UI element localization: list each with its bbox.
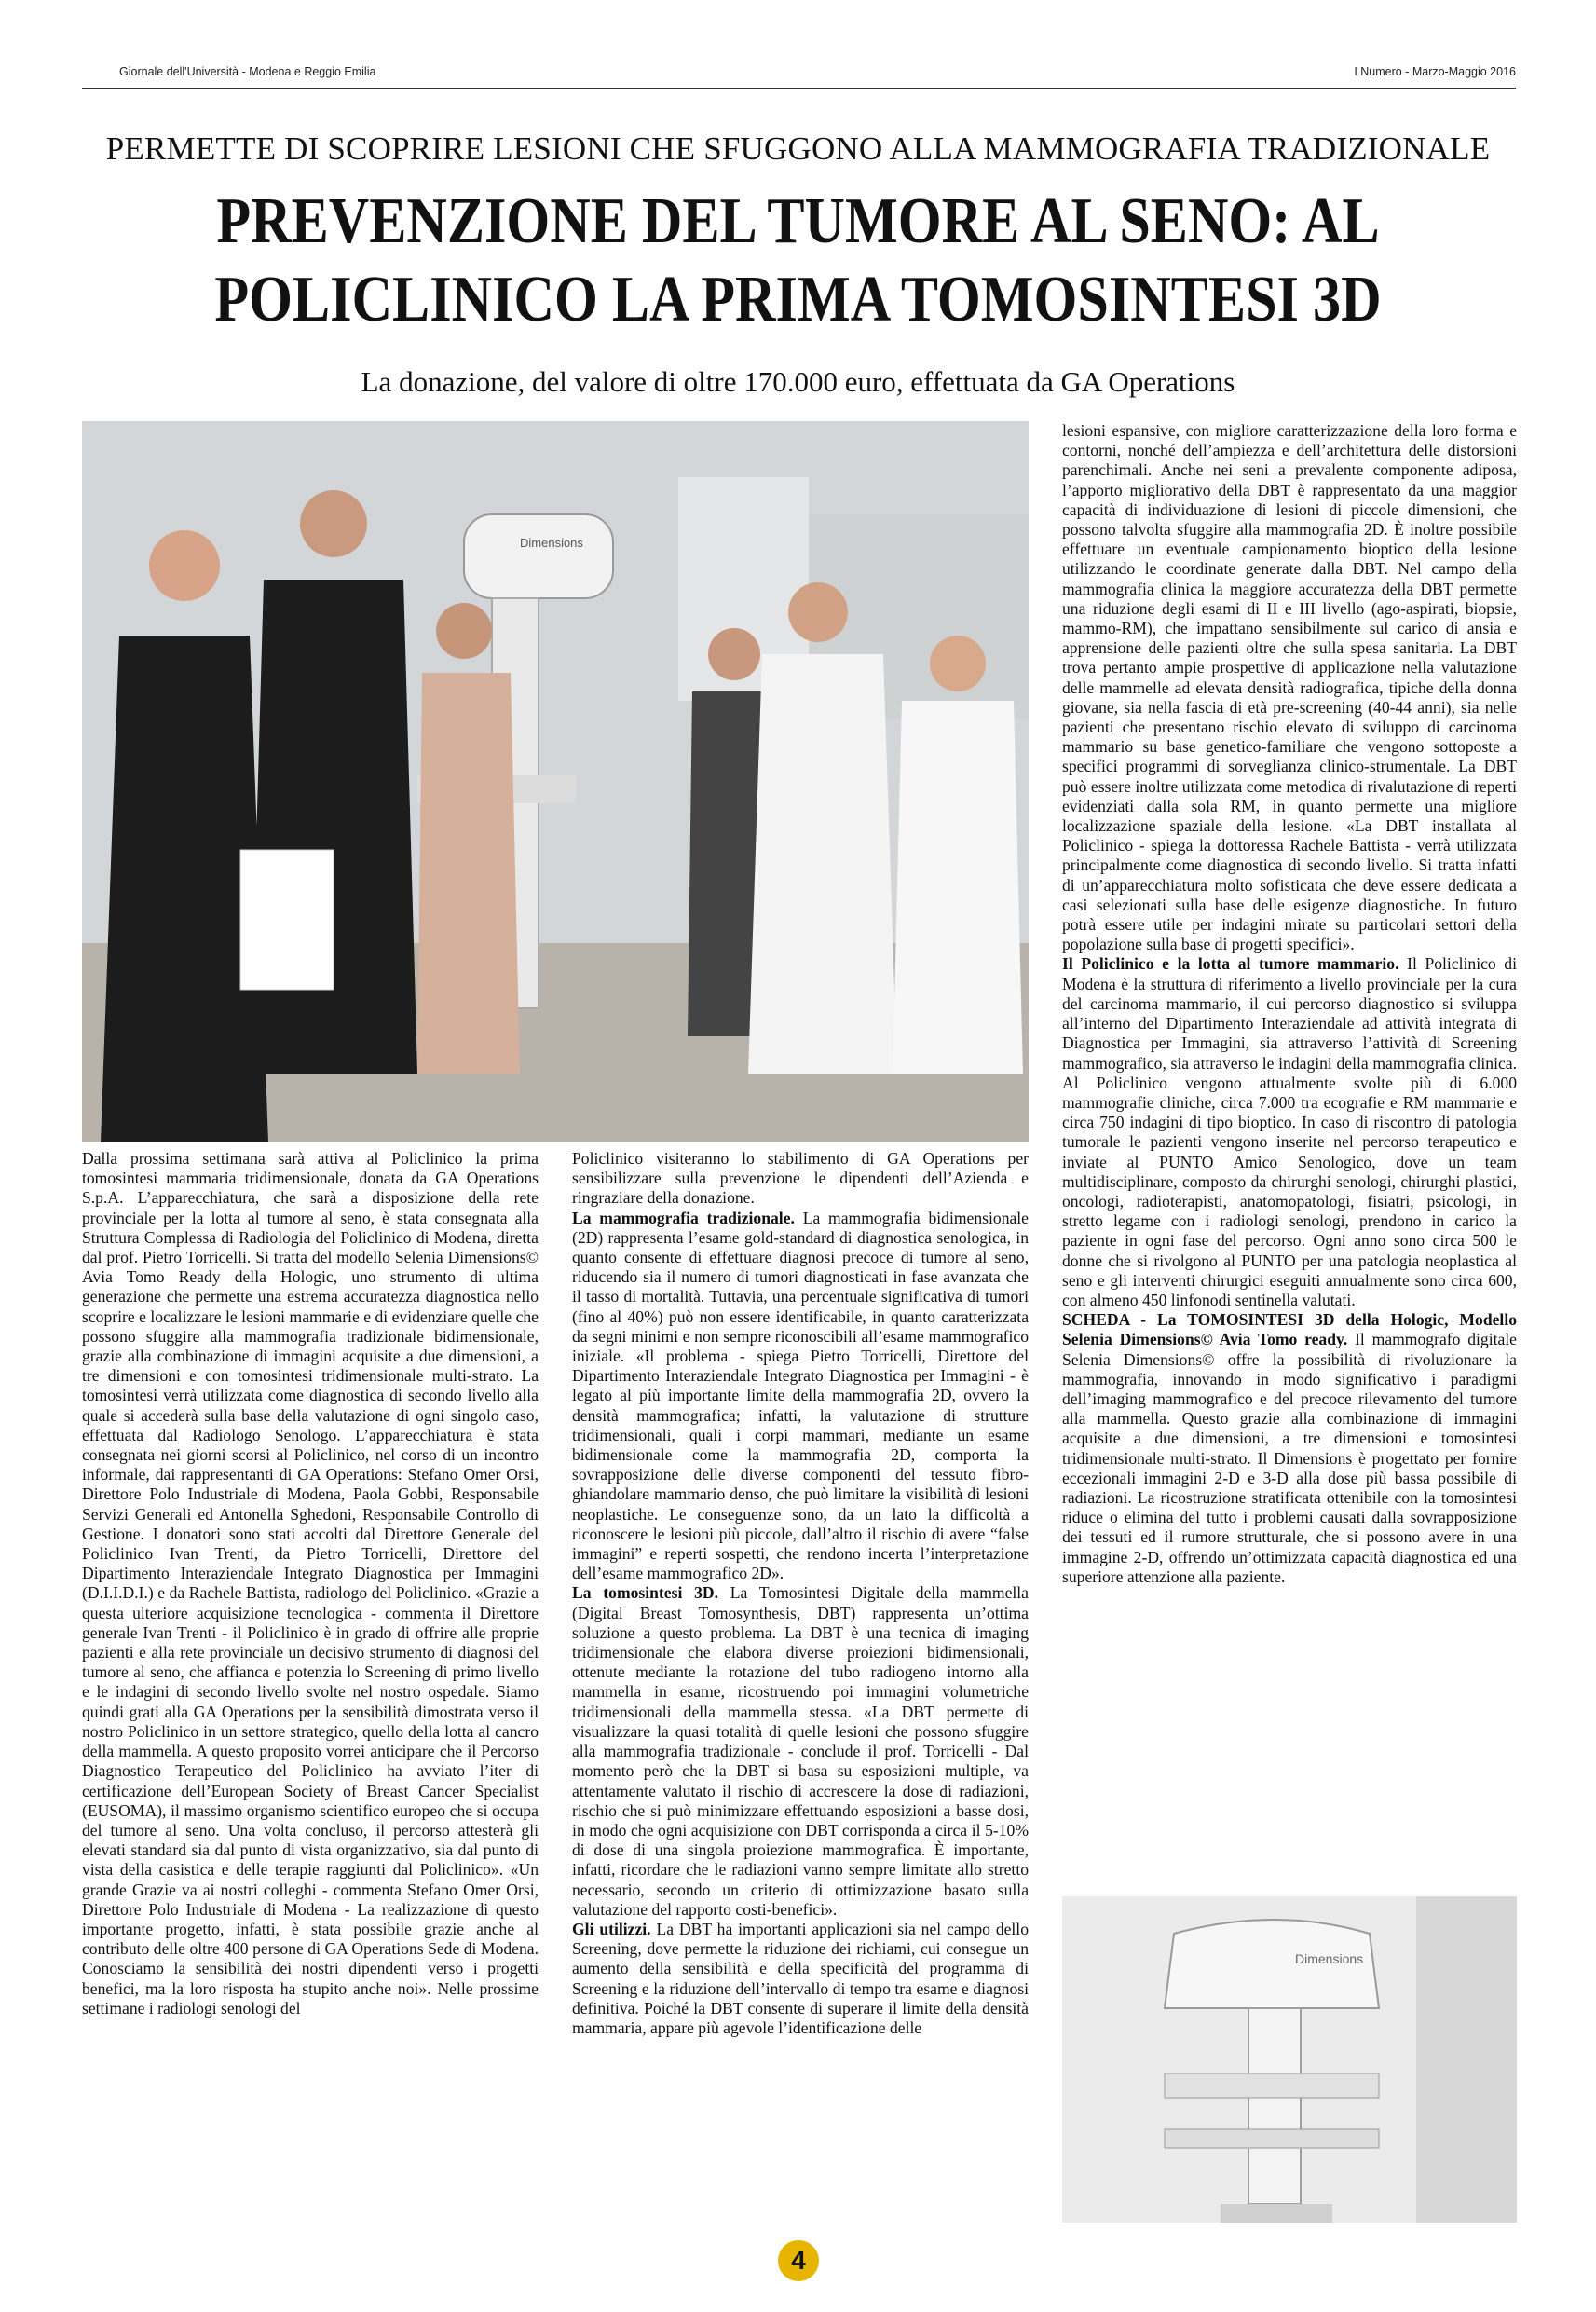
section-heading-mammografia: La mammografia tradizionale. (572, 1208, 795, 1227)
section-text-utilizzi: La DBT ha importanti applicazioni sia nel campo dello Screening, dove permette la riduzione dei richiami, cui consegue un aumento della sensibilità e della specificità del programma di Screening e la riduzione dell’intervallo di tempo tra esame e diagnosi definitiva. Poiché la DBT consente di superare il limite della densità mammaria, appare più agevole l’identificazione delle (572, 1919, 1029, 2037)
publication-name: Giornale dell'Università - Modena e Reggio Emilia (119, 65, 376, 78)
section-heading-scheda: SCHEDA - La TOMOSINTESI 3D della Hologic, Modello Selenia Dimensions© Avia Tomo ready. (1062, 1310, 1517, 1349)
device-photo (1062, 1896, 1517, 2223)
column-3-text: lesioni espansive, con migliore caratterizzazione della loro forma e contorni, nonché dell’ampiezza e dell’architettura delle distorsioni parenchimali. Anche nei seni a prevalente componente adiposa, l’apporto migliorativo della DBT è rappresentato da una maggior capacità di individuazione di lesioni di piccole dimensioni, che possono talvolta sfuggire alla mammografia 2D. È inoltre possibile effettuare un eventuale campionamento bioptico della lesione utilizzando le coordinate generate dalla DBT. Nel campo della mammografia clinica la maggiore accuratezza della DBT permette una riduzione degli esami di II e III livello (ago-aspirati, biopsie, mammo-RM), che impattano sensibilmente sul carico di ansia e apprensione delle pazienti oltre che sulla spesa sanitaria. La DBT trova pertanto ampie prospettive di applicazione nella valutazione delle mammelle ad elevata densità radiografica, tipiche della donna giovane, sia nella fascia di età pre-screening (40-44 anni), sia nelle pazienti che presentano rischio elevato di sviluppo di carcinoma mammario su base genetico-familiare che vengono sottoposte a specifici programmi di sorveglianza clinico-strumentale. La DBT può essere inoltre utilizzata come metodica di rivalutazione di reperti evidenziati dalla sola RM, in quanto permette una migliore localizzazione spaziale della lesione. «La DBT installata al Policlinico - spiega la dottoressa Rachele Battista - verrà utilizzata principalmente come diagnostica di secondo livello. Si tratta infatti di un’apparecchiatura molto sofisticata che deve essere dedicata a casi selezionati sulla base delle esigenze diagnostiche. In futuro potrà essere utile per indagini mirate su particolari settori della popolazione sulla base di progetti specifici». (1062, 421, 1517, 954)
article-subhead: La donazione, del valore di oltre 170.000 euro, effettuata da GA Operations (361, 365, 1235, 398)
section-heading-tomosintesi: La tomosintesi 3D. (572, 1583, 719, 1603)
article-column-3 (1062, 421, 1517, 1875)
article-kicker: PERMETTE DI SCOPRIRE LESIONI CHE SFUGGONO ALLA MAMMOGRAFIA TRADIZIONALE (105, 130, 1491, 167)
section-text-scheda: Il mammografo digitale Selenia Dimensions© offre la possibilità di rivoluzionare la mammografia, innovando in modo significativo i paradigmi dell’imaging mammografico e del precoce rilevamento del tumore alla mammella. Questo grazie alla combinazione di immagini acquisite a due dimensioni, a tre dimensioni e tomosintesi tridimensionale multi-strato. Il Dimensions è progettato per fornire eccezionali immagini 2-D e 3-D alla dose più bassa possibile di radiazioni. La ricostruzione stratificata ottenibile con la tomosintesi riduce o elimina del tutto i problemi causati dalla sovrapposizione dei tessuti ed il rumore strutturale, che si possono avere in una immagine 2-D, offrendo un’ottimizzata capacità diagnostica ed una superiore attenzione alla paziente. (1062, 1330, 1517, 1586)
device-brand-label: Dimensions (520, 536, 583, 550)
section-text-tomosintesi: La Tomosintesi Digitale della mammella (Digital Breast Tomosynthesis, DBT) rappresenta un’ottima soluzione a questo problema. La DBT è una tecnica di imaging tridimensionale che elabora diverse proiezioni bidimensionali, ottenute mediante la rotazione del tubo radiogeno intorno alla mammella in esame, ricostruendo poi immagini volumetriche tridimensionali della mammella stessa. «La DBT permette di visualizzare la quasi totalità di quelle lesioni che possono sfuggire alla mammografia tradizionale - conclude il prof. Torricelli - Dal momento però che la DBT si basa su esposizioni multiple, va attentamente valutato il rischio di accrescere la dose di radiazioni, rischio che si può minimizzare effettuando esposizioni a basse dosi, in modo che ogni acquisizione con DBT corrisponda a circa il 5-10% di dose di una singola proiezione mammografica. È importante, infatti, ricordare che le radiazioni vanno sempre limitate allo stretto necessario, secondo un criterio di ottimizzazione basato sulla valutazione del rapporto costi-benefici». (572, 1583, 1029, 1919)
article-column-2 (572, 1149, 1029, 2225)
column-2-intro: Policlinico visiteranno lo stabilimento di GA Operations per sensibilizzare sulla prevenzione le dipendenti dell’Azienda e ringraziare della donazione. (572, 1149, 1029, 1208)
device-photo-brand-label: Dimensions (1295, 1951, 1364, 1966)
page-number: 4 (778, 2240, 819, 2281)
issue-info: I Numero - Marzo-Maggio 2016 (1354, 65, 1516, 78)
section-text-mammografia: La mammografia bidimensionale (2D) rappresenta l’esame gold-standard di diagnostica senologica, in quanto consente di effettuare diagnosi precoce di tumore al seno, riducendo sia il numero di tumori diagnosticati in fase avanzata che il tasso di mortalità. Tuttavia, una percentuale significativa di tumori (fino al 40%) può non essere identificabile, in quanto caratterizzata da segni minimi e non sempre riconoscibili all’esame mammografico iniziale. «Il problema - spiega Pietro Torricelli, Direttore del Dipartimento Interaziendale Integrato Diagnostica per Immagini - è legato al più importante limite della mammografia 2D, ovvero la densità mammografica; infatti, la valutazione di strutture tridimensionali, quali i corpi mammari, mediante un esame bidimensionale come la mammografia 2D, comporta la sovrapposizione delle diverse componenti del tessuto fibro-ghiandolare mammario denso, che può limitare la visibilità di lesioni neoplastiche. Le conseguenze sono, da un lato la difficoltà a riconoscere le lesioni più piccole, dall’altro il rischio di avere “false immagini” e reperti sospetti, che rendono incerta l’interpretazione dell’esame mammografico 2D». (572, 1208, 1029, 1583)
section-heading-policlinico: Il Policlinico e la lotta al tumore mammario. (1062, 954, 1399, 974)
column-1-text: Dalla prossima settimana sarà attiva al Policlinico la prima tomosintesi mammaria tridimensionale, donata da GA Operations S.p.A. L’apparecchiatura, che sarà a disposizione della rete provinciale per la lotta al tumore al seno, è stata consegnata alla Struttura Complessa di Radiologia del Policlinico di Modena, diretta dal prof. Pietro Torricelli. Si tratta del modello Selenia Dimensions© Avia Tomo Ready della Hologic, uno strumento di ultima generazione che permette una estrema accuratezza diagnostica nello scoprire e localizzare le lesioni mammarie e di evidenziare quelle che possono sfuggire alla mammografia tradizionale bidimensionale, grazie alla combinazione di immagini acquisite a due dimensioni, a tre dimensioni e con tomosintesi tridimensionale multi-strato. La tomosintesi verrà utilizzata come diagnostica di secondo livello alla quale si accederà sulla base della valutazione di ogni singolo caso, effettuata dal Radiologo Senologo. L’apparecchiatura è stata consegnata nei giorni scorsi al Policlinico, nel corso di un incontro informale, dai rappresentanti di GA Operations: Stefano Omer Orsi, Direttore Polo Industriale di Modena, Paola Gobbi, Responsabile Servizi Generali ed Antonella Sghedoni, Responsabile Controllo di Gestione. I donatori sono stati accolti dal Direttore Generale del Policlinico Ivan Trenti, da Pietro Torricelli, Direttore del Dipartimento Interaziendale Integrato Diagnostica per Immagini (D.I.I.D.I.) e da Rachele Battista, radiologo del Policlinico. «Grazie a questa ulteriore acquisizione tecnologica - commenta il Direttore generale Ivan Trenti - il Policlinico è in grado di offrire alle proprie pazienti e alla rete provinciale un decisivo strumento di diagnosi del tumore al seno, che affianca e potenzia lo Screening di primo livello e le indagini di secondo livello svolte nel nostro ospedale. Siamo quindi grati alla GA Operations per la sensibilità dimostrata verso il nostro Policlinico in un settore strategico, quello della lotta al cancro della mammella. A questo proposito vorrei anticipare che il Percorso Diagnostico Terapeutico del Policlinico ha avviato l’iter di certificazione dell’European Society of Breast Cancer Specialist (EUSOMA), il massimo organismo scientifico europeo che si occupa del tumore al seno. Una volta concluso, il percorso attesterà gli elevati standard sia dal punto di vista organizzativo, sia dal punto di vista della casistica e delle terapie raggiunti dal Policlinico». «Un grande Grazie va ai nostri colleghi - commenta Stefano Omer Orsi, Direttore Polo Industriale di Modena - La realizzazione di questo importante progetto, infatti, è stata possibile grazie anche al contributo delle oltre 400 persone di GA Operations Sede di Modena. Conosciamo la sensibilità dei nostri dipendenti verso i progetti benefici, ma la loro risposta ha stupito anche noi». Nelle prossime settimane i radiologi senologi del (82, 1149, 539, 2018)
group-photo (82, 421, 1029, 1142)
article-column-1 (82, 1149, 539, 2225)
group-photo-illustration (82, 421, 1029, 1142)
page-header (82, 60, 1516, 89)
article-headline (112, 183, 1484, 339)
headline-line-1: PREVENZIONE DEL TUMORE AL SENO: AL (216, 185, 1380, 257)
headline-line-2: POLICLINICO LA PRIMA TOMOSINTESI 3D (214, 264, 1382, 335)
section-text-policlinico: Il Policlinico di Modena è la struttura di riferimento a livello provinciale per la cura del carcinoma mammario, il cui percorso diagnostico si sviluppa all’interno del Dipartimento Interaziendale ad attività integrata di Diagnostica per Immagini, sia attraverso l’attività di Screening mammografico, sia attraverso le indagini della mammografia clinica. Al Policlinico vengono attualmente svolte più di 6.000 mammografie cliniche, circa 7.000 tra ecografie e RM mammarie e circa 750 indagini di tipo bioptico. In caso di riscontro di patologia tumorale le pazienti vengono inserite nel percorso terapeutico e inviate al PUNTO Amico Senologico, dove un team multidisciplinare, composto da chirurghi senologi, chirurghi plastici, oncologi, radioterapisti, anatomopatologi, fisiatri, psicologi, in stretto legame con i radiologi senologi, prendono in carico la paziente in ogni fase del percorso. Ogni anno sono circa 500 le donne che si rivolgono al PUNTO per una patologia neoplastica al seno e gli interventi chirurgici eseguiti annualmente sono circa 600, con almeno 450 linfonodi sentinella valutati. (1062, 954, 1517, 1309)
section-heading-utilizzi: Gli utilizzi. (572, 1919, 651, 1938)
device-photo-illustration (1062, 1896, 1517, 2223)
